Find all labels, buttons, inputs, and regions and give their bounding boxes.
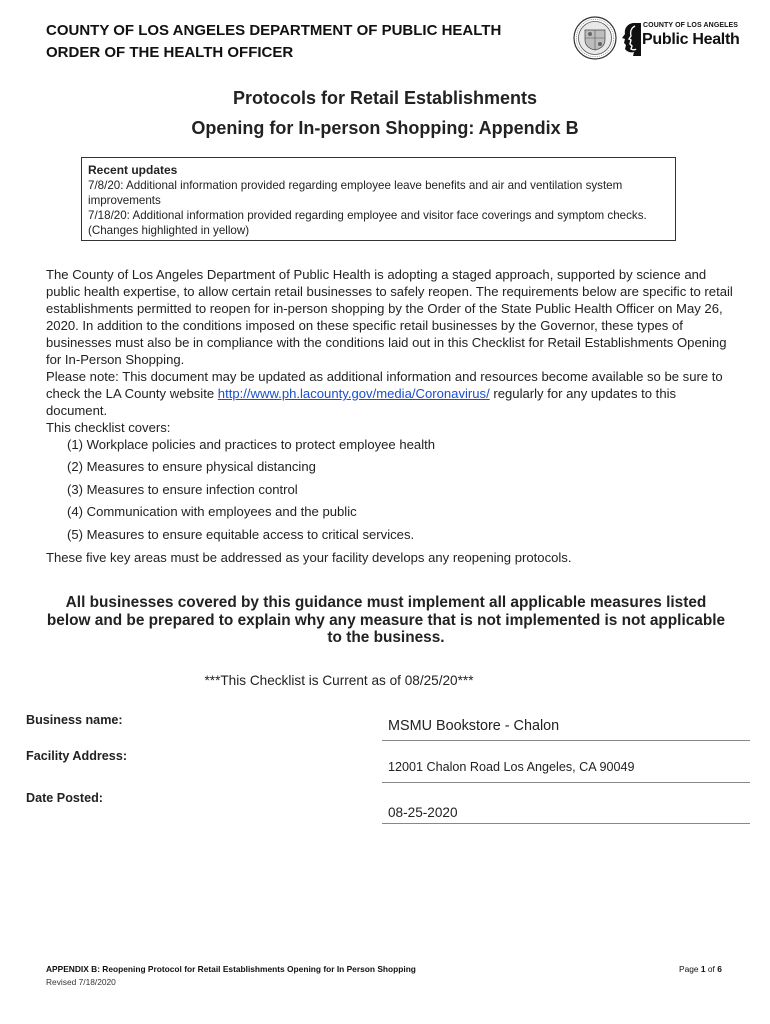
closing-sentence: These five key areas must be addressed as your facility develops any reopening protocols.: [46, 549, 572, 565]
update-note: [46, 368, 740, 419]
list-item: (2) Measures to ensure physical distancing: [67, 459, 316, 474]
recent-updates-box: [81, 157, 676, 241]
facility-address-field[interactable]: 12001 Chalon Road Los Angeles, CA 90049: [388, 760, 635, 774]
footer-revised: Revised 7/18/2020: [46, 977, 116, 987]
note-text-end: regularly for any updates to this document.: [46, 386, 677, 418]
page-word: Page: [679, 964, 699, 974]
covers-list: [46, 436, 740, 549]
page-subtitle: Opening for In-person Shopping: Appendix B: [191, 118, 579, 138]
intro-paragraph: The County of Los Angeles Department of Public Health is adopting a staged approach, supported by science and public health expertise, to allow certain retail businesses to safely reopen. The requirements below are specific to retail establishments permitted to reopen for in-person shopping by the Order of the State Public Health Officer on May 26, 2020. In addition to the conditions imposed on these specific retail businesses by the Governor, these types of businesses must also be in compliance with the conditions laid out in this Checklist for Retail Establishments Opening for In-Person Shopping.: [46, 267, 733, 367]
business-name-underline: [382, 740, 750, 741]
note-text: Please note: This document may be updated as additional information and resources become available so be sure to check the LA County website: [46, 369, 723, 401]
date-posted-label: Date Posted:: [26, 791, 103, 805]
page-current: 1: [700, 964, 706, 974]
la-county-website-link[interactable]: http://www.ph.lacounty.gov/media/Coronavirus/: [217, 386, 490, 401]
of-word: of: [707, 964, 715, 974]
page-title: Protocols for Retail Establishments: [232, 88, 538, 108]
business-name-field[interactable]: MSMU Bookstore - Chalon: [388, 718, 560, 734]
page-total: 6: [717, 964, 722, 974]
document-header: [46, 20, 501, 64]
date-posted-field[interactable]: 08-25-2020: [388, 805, 458, 820]
footer-doc-title: APPENDIX B: Reopening Protocol for Retail Establishments Opening for In Person Shopping: [46, 964, 416, 974]
recent-updates-heading: Recent updates: [88, 163, 178, 177]
checklist-current-date: ***This Checklist is Current as of 08/25/20***: [204, 673, 474, 688]
list-item: (4) Communication with employees and the public: [67, 504, 357, 520]
logo-county-text: COUNTY OF LOS ANGELES: [643, 22, 739, 29]
intro-section: [46, 266, 740, 566]
header-line-2: ORDER OF THE HEALTH OFFICER: [46, 44, 294, 61]
date-posted-underline: [382, 823, 750, 824]
facility-address-label: Facility Address:: [26, 749, 128, 763]
update-entry: 7/18/20: Additional information provided regarding employee and visitor face coverings and symptom checks. (Changes highlighted in yellow): [88, 209, 647, 237]
list-item: (1) Workplace policies and practices to protect employee health: [67, 437, 436, 452]
logo-public-health-text: Public Health: [642, 31, 740, 48]
update-entry: 7/8/20: Additional information provided regarding employee leave benefits and air and ventilation system improvements: [88, 179, 623, 207]
facility-address-underline: [382, 782, 750, 783]
list-item: (3) Measures to ensure infection control: [67, 481, 298, 497]
public-health-profile-icon: [621, 22, 641, 56]
county-seal-icon: [573, 16, 617, 60]
business-name-label: Business name:: [26, 713, 123, 727]
header-line-1: COUNTY OF LOS ANGELES DEPARTMENT OF PUBLIC HEALTH: [46, 22, 502, 39]
covers-lead: This checklist covers:: [46, 420, 171, 435]
list-item: (5) Measures to ensure equitable access to critical services.: [67, 527, 415, 543]
compliance-statement: All businesses covered by this guidance must implement all applicable measures listed below and be prepared to explain why any measure that is not implemented is not applicable to the business.: [46, 594, 726, 646]
page-number: [679, 964, 722, 974]
